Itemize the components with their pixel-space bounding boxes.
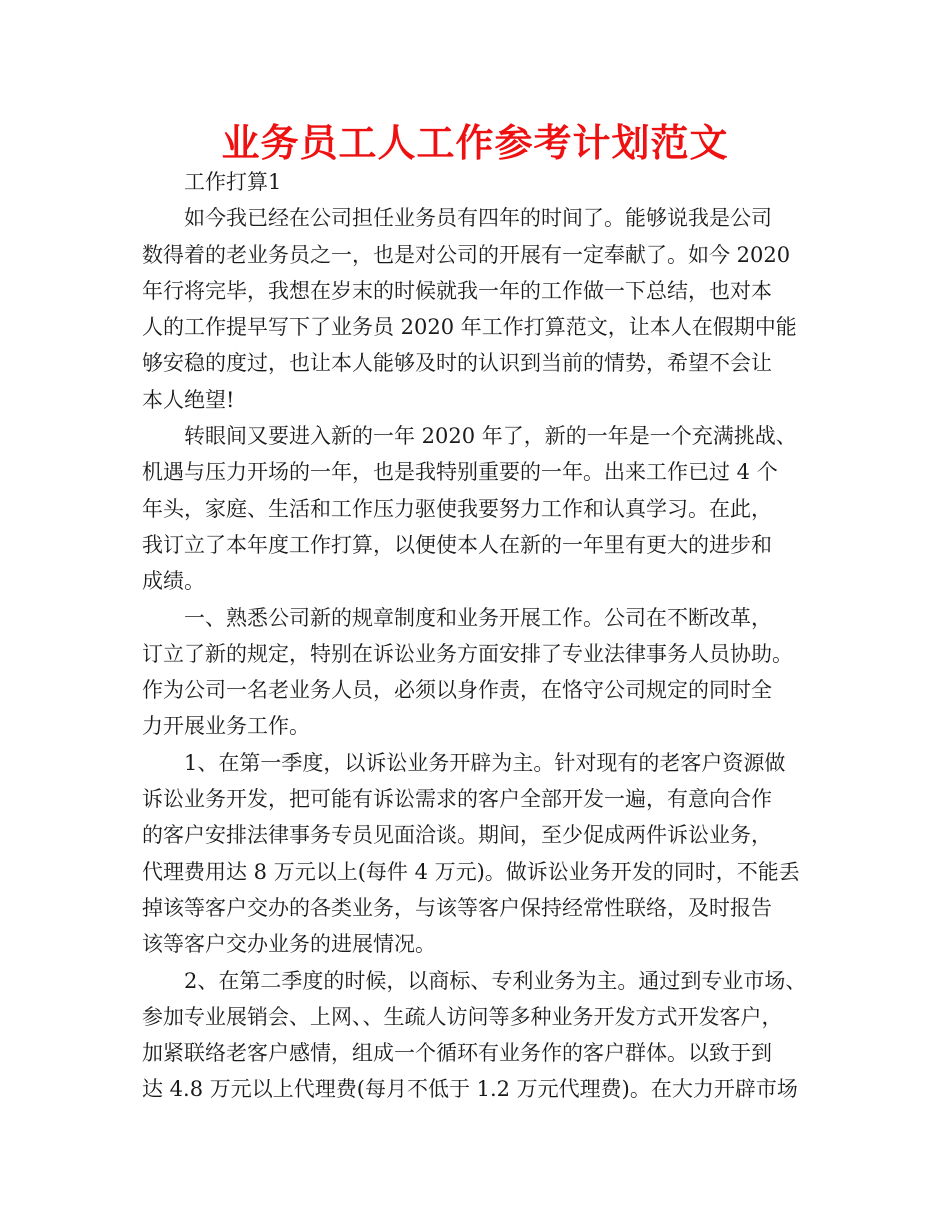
body-line: 掉该等客户交办的各类业务，与该等客户保持经常性联络，及时报告 [142, 895, 772, 920]
body-line: 参加专业展销会、上网、、生疏人访问等多种业务开发方式开发客户， [142, 1004, 783, 1029]
body-line: 力开展业务工作。 [142, 714, 310, 739]
body-line: 该等客户交办业务的进展情况。 [142, 932, 436, 957]
body-line: 机遇与压力开场的一年，也是我特别重要的一年。出来工作已过 4 个 [142, 460, 778, 485]
body-line: 我订立了本年度工作打算，以便使本人在新的一年里有更大的进步和 [142, 532, 772, 557]
body-line: 人的工作提早写下了业务员 2020 年工作打算范文，让本人在假期中能 [142, 315, 797, 340]
body-line: 2、在第二季度的时候，以商标、专利业务为主。通过到专业市场、 [184, 968, 807, 993]
body-line: 成绩。 [142, 569, 205, 594]
body-line: 转眼间又要进入新的一年 2020 年了，新的一年是一个充满挑战、 [184, 424, 797, 449]
body-line: 工作打算1 [184, 170, 282, 194]
body-line: 年头，家庭、生活和工作压力驱使我要努力工作和认真学习。在此， [142, 496, 772, 521]
body-line: 诉讼业务开发，把可能有诉讼需求的客户全部开发一遍，有意向合作 [142, 787, 772, 812]
body-line: 达 4.8 万元以上代理费(每月不低于 1.2 万元代理费)。在大力开辟市场 [142, 1077, 798, 1102]
body-line: 1、在第一季度，以诉讼业务开辟为主。针对现有的老客户资源做 [184, 750, 786, 775]
body-line: 作为公司一名老业务人员，必须以身作责，在恪守公司规定的同时全 [142, 678, 772, 703]
body-line: 加紧联络老客户感情，组成一个循环有业务作的客户群体。以致于到 [142, 1041, 772, 1066]
document-title: 业务员工人工作参考计划范文 [221, 121, 729, 165]
body-line: 年行将完毕，我想在岁末的时候就我一年的工作做一下总结，也对本 [142, 278, 772, 303]
body-line: 如今我已经在公司担任业务员有四年的时间了。能够说我是公司 [184, 206, 772, 231]
document-body [142, 164, 814, 1108]
body-line: 代理费用达 8 万元以上(每件 4 万元)。做诉讼业务开发的同时，不能丢 [142, 859, 800, 884]
body-line: 数得着的老业务员之一，也是对公司的开展有一定奉献了。如今 2020 [142, 242, 791, 267]
body-line: 一、熟悉公司新的规章制度和业务开展工作。公司在不断改革， [184, 605, 772, 630]
body-line: 本人绝望! [142, 387, 235, 412]
body-line: 的客户安排法律事务专员见面洽谈。期间，至少促成两件诉讼业务， [142, 823, 772, 848]
body-line: 够安稳的度过，也让本人能够及时的认识到当前的情势，希望不会让 [142, 351, 772, 376]
body-line: 订立了新的规定，特别在诉讼业务方面安排了专业法律事务人员协助。 [142, 641, 793, 666]
